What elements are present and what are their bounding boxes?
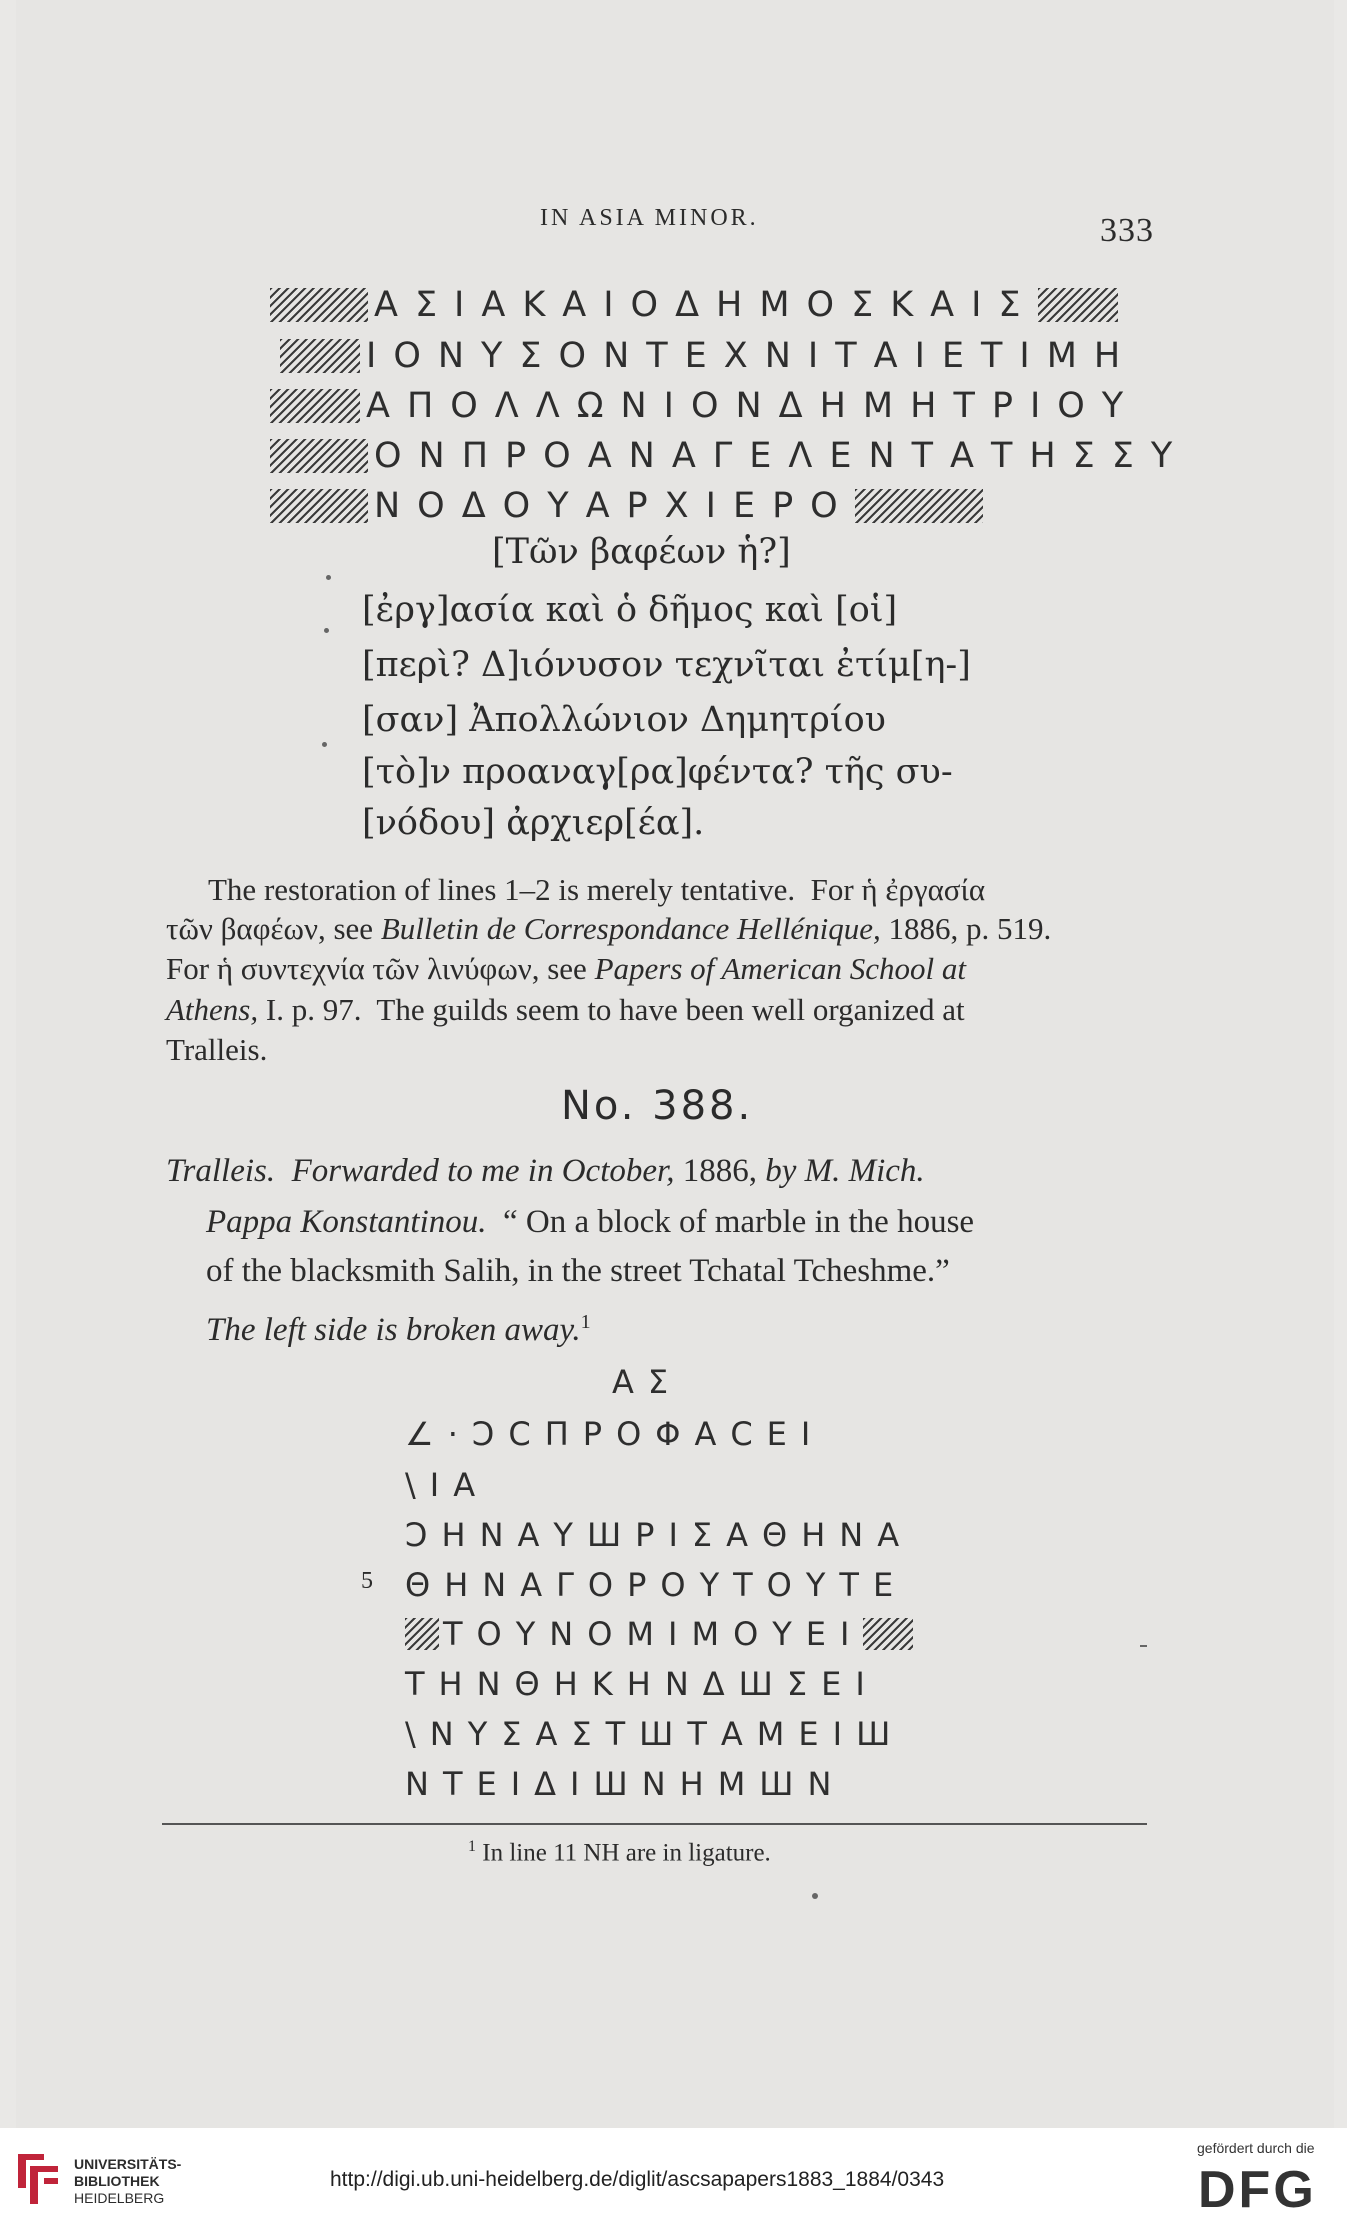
transcription-line-6: [νόδου] ἀρχιερ[έα].: [362, 803, 705, 843]
library-logo-icon: [14, 2148, 62, 2210]
footnote-ref: 1: [580, 1311, 591, 1333]
inscription-2-line-2: ∠·ϽϹΠΡΟΦΑϹΕΙ: [405, 1415, 825, 1453]
entry-line-4: [206, 1303, 591, 1350]
commentary-line-2: [166, 909, 1051, 948]
lacuna-hatch: [405, 1618, 439, 1650]
inscription-text: ΑΣΙΑΚΑΙΟΔΗΜΟΣΚΑΙΣ: [374, 285, 1038, 325]
citation: Athens,: [166, 992, 259, 1027]
inscription-1-line-2: [280, 333, 1137, 379]
inscription-1-line-4: [270, 433, 1189, 479]
commentary-text: 1886, p. 519.: [880, 911, 1052, 946]
inscription-text: ΙΟΝΥΣΟΝΤΕΧΝΙΤΑΙΕΤΙΜΗ: [366, 336, 1138, 376]
sponsor-text: gefördert durch die: [1197, 2140, 1315, 2156]
inscription-2-line-4: ϽΗΝΑΥШΡΙΣΑΘΗΝΑ: [405, 1516, 914, 1554]
transcription-line-4: [σαν] Ἀπολλώνιον Δημητρίου: [362, 700, 886, 740]
stray-mark: [326, 575, 331, 580]
inscription-text: ΟΝΠΡΟΑΝΑΓΕΛΕΝΤΑΤΗΣΣΥ: [374, 436, 1190, 476]
inscription-text: ΑΠΟΛΛΩΝΙΟΝΔΗΜΗΤΡΙΟΥ: [366, 386, 1141, 426]
inscription-2-line-3: \ΙΑ: [405, 1466, 490, 1504]
transcription-line-1: [Τῶν βαφέων ἡ?]: [492, 532, 791, 572]
entry-text: by M. Mich.: [765, 1153, 925, 1189]
library-name-line: BIBLIOTHEK: [74, 2173, 160, 2189]
stray-mark: [812, 1893, 818, 1899]
lacuna-hatch: [270, 439, 368, 473]
inscription-1-line-5: [270, 483, 983, 529]
commentary-text: For ἡ συντεχνία τῶν λινύφων, see: [166, 951, 595, 986]
inscription-text: ΤΟΥΝΟΜΙΜΟΥΕΙ: [443, 1615, 864, 1653]
inscription-2-line-7: ΤΗΝΘΗΚΗΝΔШΣΕΙ: [405, 1665, 879, 1703]
inscription-2-line-9: ΝΤΕΙΔΙШΝΗΜШΝ: [405, 1765, 846, 1803]
lacuna-hatch: [1038, 288, 1118, 322]
entry-text: Tralleis. Forwarded to me in October,: [166, 1153, 675, 1189]
inscription-1-line-1: [270, 282, 1118, 328]
citation: Papers of American School at: [594, 951, 966, 986]
footnote: [468, 1838, 771, 1867]
lacuna-hatch: [280, 339, 360, 373]
commentary-line-3: [166, 949, 966, 988]
source-url-link[interactable]: http://digi.ub.uni-heidelberg.de/diglit/ascsapapers1883_1884/0343: [330, 2168, 945, 2191]
entry-line-2: [206, 1203, 974, 1242]
footnote-marker: 1: [468, 1838, 476, 1855]
inscription-1-line-3: [270, 383, 1140, 429]
lacuna-hatch: [270, 389, 360, 423]
entry-text: “ On a block of marble in the house: [486, 1204, 975, 1240]
library-name-line: HEIDELBERG: [74, 2190, 165, 2206]
lacuna-hatch: [270, 489, 368, 523]
lacuna-hatch: [863, 1618, 913, 1650]
footnote-text: In line 11 NH are in ligature.: [476, 1839, 771, 1867]
library-name: [74, 2156, 181, 2207]
lacuna-hatch: [855, 489, 983, 523]
stray-mark: [322, 742, 327, 747]
commentary-text: τῶν βαφέων, see: [166, 911, 381, 946]
entry-title: No. 388.: [561, 1083, 754, 1129]
inscription-2-line-8: \ΝΥΣΑΣΤШΤΑΜΕΙШ: [405, 1715, 905, 1753]
entry-line-1: [166, 1152, 925, 1191]
commentary-line-4: [166, 990, 965, 1029]
commentary-line-1: The restoration of lines 1–2 is merely tentative. For ἡ ἐργασία: [208, 872, 986, 907]
inscription-text: ΝΟΔΟΥΑΡΧΙΕΡΟ: [374, 486, 855, 526]
lacuna-hatch: [270, 288, 368, 322]
running-title: IN ASIA MINOR.: [540, 205, 759, 231]
line-number: 5: [361, 1568, 373, 1594]
library-name-line: UNIVERSITÄTS-: [74, 2156, 182, 2172]
inscription-2-line-5: ΘΗΝΑΓΟΡΟΥΤΟΥΤΕ: [405, 1566, 908, 1604]
dfg-logo: DFG: [1198, 2161, 1317, 2219]
inscription-2-line-6: [405, 1612, 913, 1656]
transcription-line-2: [ἐργ]ασία καὶ ὁ δῆμος καὶ [οἱ]: [362, 590, 898, 630]
commentary-line-5: Tralleis.: [166, 1032, 268, 1067]
footnote-rule: [162, 1823, 1147, 1825]
entry-text: The left side is broken away.: [206, 1312, 581, 1348]
entry-text: 1886,: [674, 1153, 766, 1189]
commentary-text: I. p. 97. The guilds seem to have been well organized at: [258, 992, 965, 1027]
entry-line-3: of the blacksmith Salih, in the street Tchatal Tcheshme.”: [206, 1253, 950, 1289]
page-number: 333: [1100, 212, 1154, 249]
transcription-line-3: [περὶ? Δ]ιόνυσον τεχνῖται ἐτίμ[η-]: [362, 645, 971, 685]
citation: Bulletin de Correspondance Hellénique,: [380, 911, 881, 946]
stray-mark: [1140, 1645, 1147, 1647]
entry-text: Pappa Konstantinou.: [206, 1204, 487, 1240]
transcription-line-5: [τὸ]ν προαναγ[ρα]φέντα? τῆς συ-: [362, 752, 953, 792]
stray-mark: [324, 628, 329, 633]
inscription-2-line-1: ΑΣ: [612, 1363, 683, 1401]
